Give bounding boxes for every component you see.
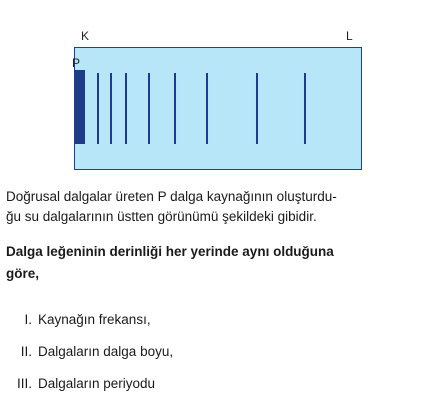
wave-tank-figure [0,0,428,180]
wave-front [97,73,99,144]
label-k: K [81,29,90,43]
water-tank [74,47,362,170]
wave-front [304,73,306,144]
option-item [6,311,151,329]
description-line-1: Doğrusal dalgalar üreten P dalga kaynağının oluşturdu- [6,189,337,204]
option-numeral: II. [20,344,32,359]
wave-front [206,73,208,144]
label-p: P [72,56,81,70]
wave-front [256,73,258,144]
question-text [6,187,422,285]
option-text: Dalgaların dalga boyu, [38,344,174,359]
option-item [6,343,173,361]
question-line-2: göre, [6,266,40,281]
option-numeral: III. [16,376,32,391]
option-text: Kaynağın frekansı, [38,312,151,327]
question-line-1: Dalga leğeninin derinliği her yerinde aynı olduğuna [6,244,334,259]
wave-front [125,73,127,144]
wave-front [110,73,112,144]
label-l: L [346,29,353,43]
option-item [6,375,155,393]
question-stem [6,241,422,285]
wave-front [174,73,176,144]
wave-front [148,73,150,144]
description-paragraph [6,187,422,227]
option-numeral: I. [24,312,32,327]
option-text: Dalgaların periyodu [38,376,156,391]
wave-source-p [74,70,85,144]
description-line-2: ğu su dalgalarının üstten görünümü şekildeki gibidir. [6,209,317,224]
